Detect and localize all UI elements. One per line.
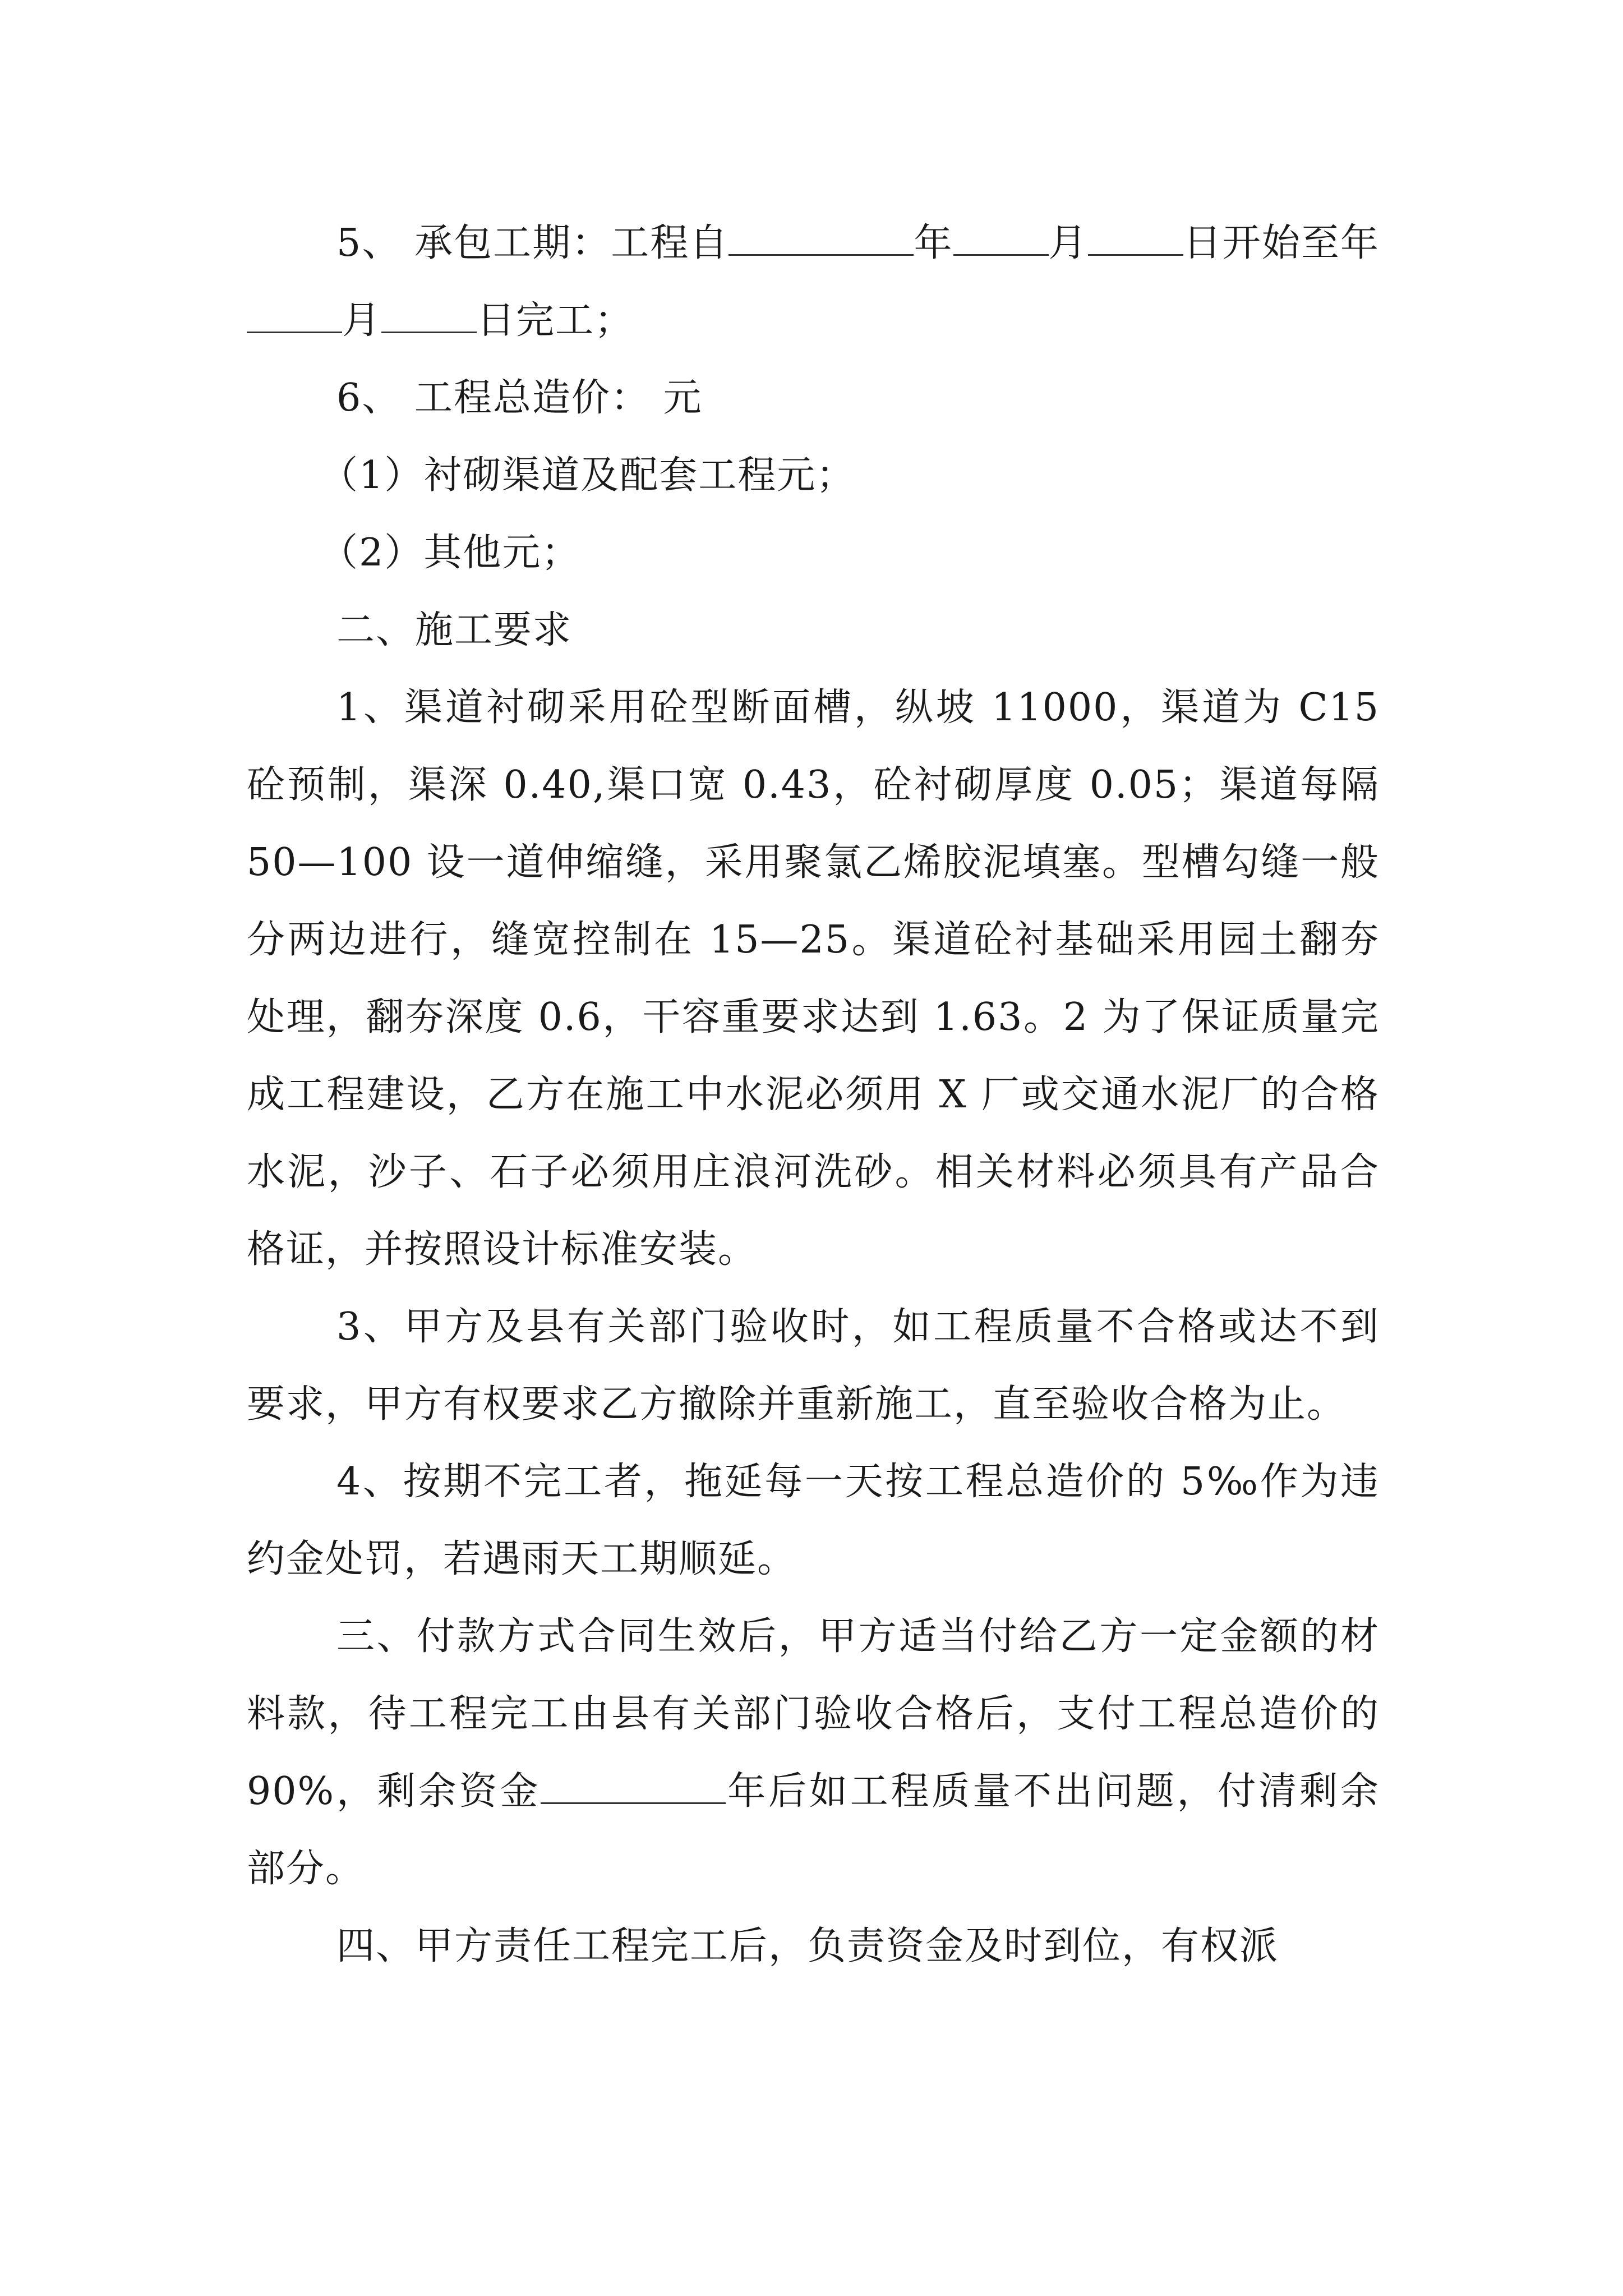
blank-end-month [247, 296, 342, 333]
clause-5-prefix: 5、 承包工期：工程自 [336, 221, 729, 265]
blank-end-day [381, 296, 477, 333]
clause-6-item-2: （2）其他元； [320, 531, 581, 575]
clause-6-item-1: （1）衬砌渠道及配套工程元； [320, 453, 856, 498]
clause-5-construction-period [247, 205, 1380, 360]
blank-start-day [1088, 218, 1183, 256]
clause-6-total-cost: 6、 工程总造价： 元 [336, 376, 703, 420]
section-4-party-a-duties: 四、甲方责任工程完工后，负责资金及时到位，有权派 [336, 1924, 1279, 1968]
section-2-clause-4: 4、按期不完工者，拖延每一天按工程总造价的 5‰作为违约金处罚，若遇雨天工期顺延。 [247, 1460, 1380, 1581]
label-day-start: 日开始至 [1183, 221, 1340, 265]
section-3-suffix: 年后如工程质量不出问题，付清剩余部分。 [247, 1769, 1380, 1891]
blank-start-year [728, 218, 914, 256]
label-year: 年 [1340, 221, 1380, 265]
label-month: 月 [1048, 221, 1088, 265]
label-year: 年 [914, 221, 953, 265]
blank-retention-years [541, 1766, 726, 1804]
section-3-payment [247, 1598, 1380, 1908]
section-2-clause-3: 3、甲方及县有关部门验收时，如工程质量不合格或达不到要求，甲方有权要求乙方撤除并重新施工，直至验收合格为止。 [247, 1305, 1380, 1427]
section-3-prefix: 三、付款方式合同生效后，甲方适当付给乙方一定金额的材料款，待工程完工由县有关部门验收合格后，支付工程总造价的 90%，剩余资金 [247, 1614, 1380, 1814]
blank-start-month [953, 218, 1049, 256]
document-page [247, 205, 1380, 1985]
section-2-clause-1: 1、渠道衬砌采用砼型断面槽，纵坡 11000，渠道为 C15 砼预制，渠深 0.40,渠口宽 0.43，砼衬砌厚度 0.05；渠道每隔 50—100 设一道伸缩缝，采用聚氯乙烯胶泥填塞。型槽勾缝一般分两边进行，缝宽控制在 15—25。渠道砼衬基础采用园土翻夯处理，翻夯深度 0.6，干容重要求达到 1.63。2 为了保证质量完成工程建设，乙方在施工中水泥必须用 X 厂或交通水泥厂的合格水泥，沙子、石子必须用庄浪河洗砂。相关材料必须具有产品合格证，并按照设计标准安装。 [247, 685, 1380, 1272]
section-2-heading: 二、施工要求 [336, 608, 573, 652]
label-day-end: 日完工； [477, 298, 634, 343]
label-month: 月 [342, 298, 382, 343]
